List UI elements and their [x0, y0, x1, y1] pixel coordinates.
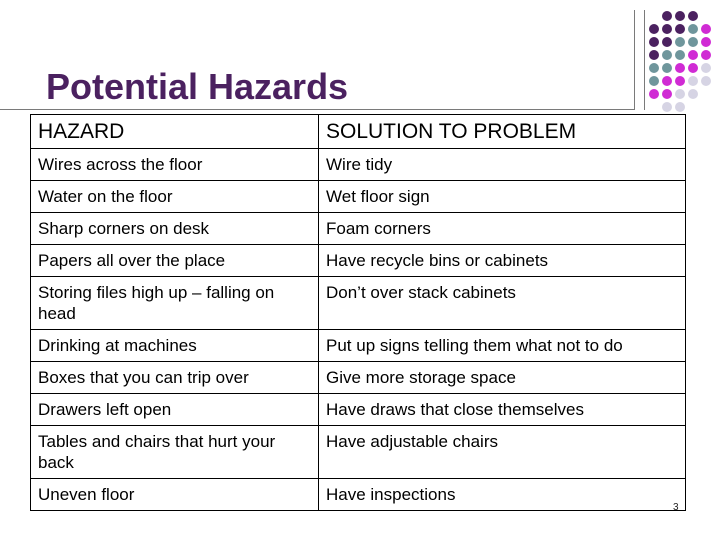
table-row [31, 149, 686, 181]
header-hazard: HAZARD [31, 115, 319, 149]
decorative-dot [701, 24, 711, 34]
solution-cell: Give more storage space [319, 362, 686, 394]
decorative-vertical-line [644, 10, 645, 110]
decorative-dot [688, 76, 698, 86]
solution-cell: Don’t over stack cabinets [319, 277, 686, 330]
decorative-dot [662, 11, 672, 21]
solution-cell: Have adjustable chairs [319, 426, 686, 479]
decorative-dot [662, 102, 672, 112]
solution-cell: Wire tidy [319, 149, 686, 181]
decorative-dot [649, 89, 659, 99]
hazards-table [30, 114, 686, 511]
table-row [31, 479, 686, 511]
header-solution: SOLUTION TO PROBLEM [319, 115, 686, 149]
decorative-dot [688, 24, 698, 34]
table-row [31, 245, 686, 277]
table-row [31, 362, 686, 394]
decorative-dot [675, 102, 685, 112]
solution-cell: Have inspections [319, 479, 686, 511]
decorative-vertical-line [634, 10, 635, 110]
table-row [31, 213, 686, 245]
table-row [31, 394, 686, 426]
hazard-cell: Drawers left open [31, 394, 319, 426]
decorative-dot [675, 63, 685, 73]
solution-cell: Have draws that close themselves [319, 394, 686, 426]
decorative-dot [649, 37, 659, 47]
decorative-dot [701, 76, 711, 86]
hazard-cell: Boxes that you can trip over [31, 362, 319, 394]
table-row [31, 181, 686, 213]
hazard-cell: Uneven floor [31, 479, 319, 511]
hazard-cell: Tables and chairs that hurt your back [31, 426, 319, 479]
decorative-dot [688, 37, 698, 47]
table-row [31, 330, 686, 362]
decorative-dot [662, 50, 672, 60]
decorative-dot [688, 63, 698, 73]
decorative-dot [662, 37, 672, 47]
hazard-cell: Papers all over the place [31, 245, 319, 277]
decorative-dot [701, 50, 711, 60]
table-row [31, 426, 686, 479]
decorative-dot [675, 76, 685, 86]
decorative-dot [649, 76, 659, 86]
decorative-dot [688, 50, 698, 60]
decorative-dot [688, 89, 698, 99]
solution-cell: Have recycle bins or cabinets [319, 245, 686, 277]
hazard-cell: Sharp corners on desk [31, 213, 319, 245]
decorative-dot [662, 63, 672, 73]
slide-title: Potential Hazards [46, 66, 349, 107]
decorative-dot [649, 63, 659, 73]
solution-cell: Foam corners [319, 213, 686, 245]
decorative-dot [649, 50, 659, 60]
hazard-cell: Storing files high up – falling on head [31, 277, 319, 330]
decorative-dot [675, 24, 685, 34]
hazard-cell: Wires across the floor [31, 149, 319, 181]
decorative-dot [688, 11, 698, 21]
table-header-row [31, 115, 686, 149]
decorative-dot [649, 24, 659, 34]
decorative-dot [701, 63, 711, 73]
table-row [31, 277, 686, 330]
hazard-cell: Drinking at machines [31, 330, 319, 362]
decorative-dot [675, 50, 685, 60]
decorative-dot [701, 37, 711, 47]
decorative-dot [662, 89, 672, 99]
hazard-cell: Water on the floor [31, 181, 319, 213]
slide-number: 3 [673, 502, 679, 513]
decorative-dot [675, 37, 685, 47]
decorative-dot [675, 11, 685, 21]
solution-cell: Put up signs telling them what not to do [319, 330, 686, 362]
decorative-dot [675, 89, 685, 99]
decorative-dot [662, 76, 672, 86]
decorative-horizontal-line [0, 109, 634, 110]
solution-cell: Wet floor sign [319, 181, 686, 213]
decorative-dot [662, 24, 672, 34]
